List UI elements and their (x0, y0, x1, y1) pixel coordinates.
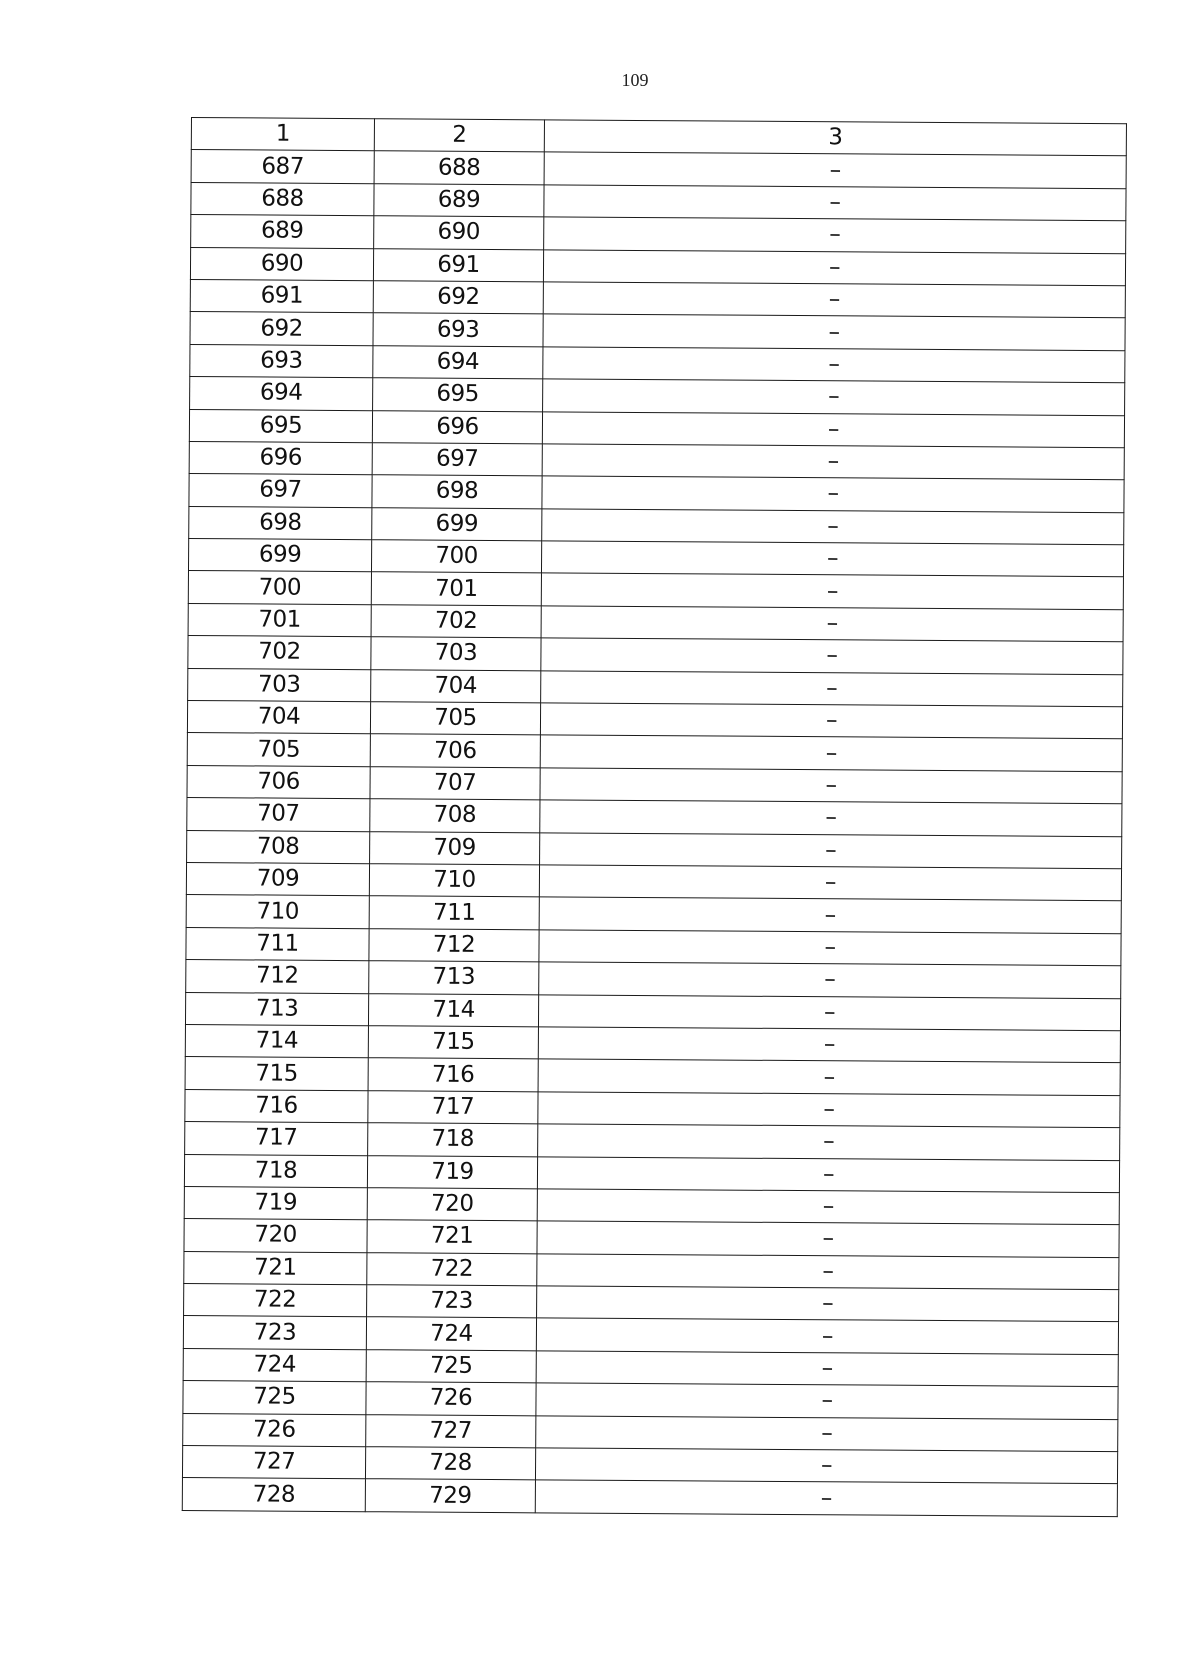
table-cell-col-3: – (537, 1253, 1119, 1289)
table-cell-col-2: 704 (371, 669, 541, 703)
table-cell-col-1: 726 (183, 1413, 366, 1447)
table-cell-col-2: 728 (365, 1447, 535, 1481)
table-cell-col-1: 688 (191, 182, 374, 216)
table-cell-col-3: – (541, 670, 1123, 706)
table-cell-col-3: – (542, 411, 1124, 447)
table-cell-col-3: – (537, 1156, 1119, 1192)
table-cell-col-2: 688 (374, 151, 544, 185)
table-cell-col-2: 725 (366, 1350, 536, 1384)
table-cell-col-3: – (543, 249, 1125, 285)
table-cell-col-3: – (536, 1383, 1118, 1419)
table-cell-col-1: 716 (185, 1089, 368, 1123)
table-cell-col-1: 700 (188, 571, 371, 605)
table-cell-col-1: 697 (189, 474, 372, 508)
table-cell-col-1: 711 (186, 927, 369, 961)
table-cell-col-1: 721 (184, 1251, 367, 1285)
table-cell-col-1: 705 (187, 733, 370, 767)
table-cell-col-1: 719 (184, 1186, 367, 1220)
table-cell-col-3: – (540, 768, 1122, 804)
table-cell-col-2: 694 (373, 345, 543, 379)
table-cell-col-1: 695 (189, 409, 372, 443)
table-cell-col-3: – (540, 800, 1122, 836)
table-cell-col-2: 709 (370, 831, 540, 865)
table-cell-col-2: 717 (368, 1090, 538, 1124)
table-cell-col-3: – (535, 1480, 1117, 1516)
table-cell-col-2: 715 (368, 1026, 538, 1060)
table-cell-col-1: 699 (188, 539, 371, 573)
table-cell-col-3: – (540, 735, 1122, 771)
table-cell-col-3: – (536, 1415, 1118, 1451)
table-cell-col-2: 711 (369, 896, 539, 930)
table-cell-col-2: 716 (368, 1058, 538, 1092)
table-cell-col-2: 696 (372, 410, 542, 444)
table-cell-col-1: 702 (188, 636, 371, 670)
table-cell-col-2: 720 (367, 1188, 537, 1222)
table-cell-col-3: – (536, 1318, 1118, 1354)
table-cell-col-2: 714 (368, 993, 538, 1027)
table-cell-col-3: – (535, 1448, 1117, 1484)
table-cell-col-3: – (537, 1189, 1119, 1225)
table-cell-col-3: – (537, 1286, 1119, 1322)
table-cell-col-2: 708 (370, 799, 540, 833)
table-cell-col-2: 726 (366, 1382, 536, 1416)
table-cell-col-3: – (537, 1221, 1119, 1257)
table-cell-col-1: 718 (184, 1154, 367, 1188)
table-cell-col-1: 714 (185, 1024, 368, 1058)
table-cell-col-2: 692 (373, 281, 543, 315)
column-header-2: 2 (374, 119, 544, 153)
table-cell-col-3: – (538, 994, 1120, 1030)
table-body (182, 150, 1126, 1517)
table-cell-col-2: 699 (372, 507, 542, 541)
table-cell-col-2: 719 (367, 1155, 537, 1189)
table-cell-col-3: – (542, 476, 1124, 512)
table-cell-col-3: – (539, 962, 1121, 998)
table-cell-col-2: 695 (373, 378, 543, 412)
table-cell-col-3: – (540, 832, 1122, 868)
table-cell-col-3: – (544, 185, 1126, 221)
table-cell-col-1: 703 (188, 668, 371, 702)
table-cell-col-2: 723 (367, 1285, 537, 1319)
table-cell-col-2: 689 (374, 183, 544, 217)
table-cell-col-3: – (543, 314, 1125, 350)
table-cell-col-3: – (538, 1092, 1120, 1128)
table-cell-col-2: 729 (365, 1479, 535, 1513)
table-cell-col-1: 709 (186, 862, 369, 896)
table-cell-col-1: 692 (190, 312, 373, 346)
table-cell-col-2: 724 (366, 1317, 536, 1351)
table-cell-col-2: 710 (369, 864, 539, 898)
column-header-1: 1 (191, 118, 374, 152)
table-cell-col-2: 713 (369, 961, 539, 995)
table-row (182, 1478, 1117, 1517)
table-cell-col-1: 713 (185, 992, 368, 1026)
table-cell-col-1: 698 (189, 506, 372, 540)
table-cell-col-3: – (541, 606, 1123, 642)
table-cell-col-2: 712 (369, 928, 539, 962)
table-cell-col-1: 728 (182, 1478, 365, 1512)
table-cell-col-3: – (538, 1059, 1120, 1095)
table-cell-col-2: 697 (372, 443, 542, 477)
table-cell-col-2: 718 (368, 1123, 538, 1157)
table-cell-col-3: – (539, 930, 1121, 966)
table-cell-col-2: 700 (371, 540, 541, 574)
table-cell-col-2: 727 (366, 1414, 536, 1448)
table-cell-col-1: 723 (183, 1316, 366, 1350)
table-cell-col-3: – (543, 347, 1125, 383)
table-cell-col-3: – (539, 897, 1121, 933)
table-cell-col-3: – (542, 509, 1124, 545)
table-cell-col-3: – (543, 282, 1125, 318)
table-cell-col-1: 715 (185, 1057, 368, 1091)
table-cell-col-1: 720 (184, 1219, 367, 1253)
table-cell-col-1: 689 (191, 215, 374, 249)
table-cell-col-2: 706 (370, 734, 540, 768)
table-cell-col-2: 705 (370, 702, 540, 736)
table-cell-col-3: – (544, 217, 1126, 253)
data-table (182, 117, 1127, 1517)
table-cell-col-1: 693 (190, 344, 373, 378)
table-cell-col-2: 701 (371, 572, 541, 606)
table-cell-col-1: 706 (187, 765, 370, 799)
table-cell-col-1: 727 (182, 1445, 365, 1479)
table-cell-col-1: 717 (185, 1122, 368, 1156)
table-cell-col-1: 712 (186, 960, 369, 994)
table-cell-col-3: – (540, 703, 1122, 739)
table-cell-col-2: 707 (370, 767, 540, 801)
table-cell-col-3: – (541, 541, 1123, 577)
table-cell-col-2: 722 (367, 1252, 537, 1286)
table-cell-col-3: – (538, 1027, 1120, 1063)
table-cell-col-3: – (544, 152, 1126, 188)
table-cell-col-1: 687 (191, 150, 374, 184)
table-cell-col-1: 722 (184, 1284, 367, 1318)
table-cell-col-2: 721 (367, 1220, 537, 1254)
table-cell-col-3: – (542, 444, 1124, 480)
table-cell-col-3: – (538, 1124, 1120, 1160)
table-cell-col-1: 708 (187, 830, 370, 864)
table-cell-col-3: – (541, 573, 1123, 609)
table-cell-col-2: 703 (371, 637, 541, 671)
table-cell-col-2: 693 (373, 313, 543, 347)
table-cell-col-2: 691 (373, 248, 543, 282)
table-cell-col-1: 710 (186, 895, 369, 929)
table-cell-col-3: – (536, 1351, 1118, 1387)
table-cell-col-1: 696 (189, 441, 372, 475)
table-cell-col-1: 691 (190, 279, 373, 313)
table-cell-col-3: – (543, 379, 1125, 415)
table-cell-col-1: 725 (183, 1381, 366, 1415)
table-cell-col-2: 698 (372, 475, 542, 509)
table-cell-col-1: 704 (187, 701, 370, 735)
table-cell-col-1: 694 (190, 377, 373, 411)
table-cell-col-1: 701 (188, 603, 371, 637)
page-number: 109 (621, 70, 649, 90)
table-cell-col-1: 707 (187, 798, 370, 832)
table-cell-col-2: 690 (374, 216, 544, 250)
table-cell-col-1: 690 (190, 247, 373, 281)
column-header-3: 3 (544, 120, 1126, 156)
table-cell-col-3: – (539, 865, 1121, 901)
table-cell-col-3: – (541, 638, 1123, 674)
table-cell-col-1: 724 (183, 1348, 366, 1382)
table-cell-col-2: 702 (371, 605, 541, 639)
